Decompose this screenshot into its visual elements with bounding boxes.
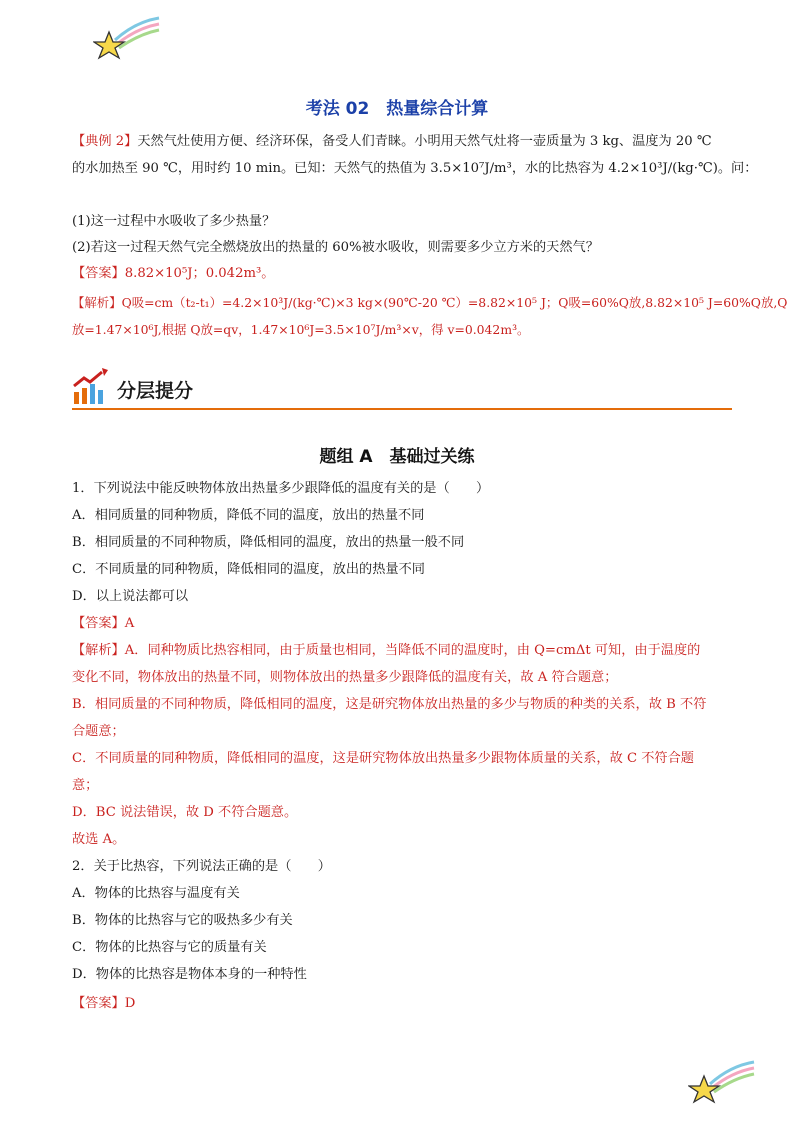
q1-analysis-4: 合题意； [72,724,125,739]
q2-option-a: A．物体的比热容与温度有关 [72,886,240,901]
q1-analysis-6: 意； [72,778,99,793]
shooting-star-icon [93,14,161,62]
example-tag: 【典例 2】 [72,134,138,149]
example-answer: 【答案】8.82×10⁵J；0.042m³。 [72,266,275,281]
banner-title: 分层提分 [117,380,194,402]
example-analysis-1: 【解析】Q吸=cm（t₂-t₁）=4.2×10³J/(kg·℃)×3 kg×(90℃-20 ℃）=8.82×10⁵ J；Q吸=60%Q放,8.82×10⁵ J=60%Q放,Q [72,295,788,310]
section-title-method: 考法 02 热量综合计算 [305,99,489,119]
example-analysis-2: 放=1.47×10⁶J,根据 Q放=qv，1.47×10⁶J=3.5×10⁷J/m³×v，得 v=0.042m³。 [72,322,530,337]
q1-option-c: C．不同质量的同种物质，降低相同的温度，放出的热量不同 [72,562,425,577]
q2-option-b: B．物体的比热容与它的吸热多少有关 [72,913,293,928]
example-line-1: 【典例 2】天然气灶使用方便、经济环保，备受人们青睐。小明用天然气灶将一壶质量为 3 kg、温度为 20 ℃ [72,134,712,149]
q1-analysis-5: C．不同质量的同种物质，降低相同的温度，这是研究物体放出热量多少跟物体质量的关系，故 C 不符合题 [72,751,694,766]
chart-growth-icon [72,368,110,406]
q2-answer: 【答案】D [72,996,136,1011]
example-line-2: 的水加热至 90 ℃，用时约 10 min。已知：天然气的热值为 3.5×10⁷J/m³，水的比热容为 4.2×10³J/(kg·℃)。问： [72,161,758,176]
q1-stem: 1．下列说法中能反映物体放出热量多少跟降低的温度有关的是（ ） [72,481,490,496]
q1-option-a: A．相同质量的同种物质，降低不同的温度，放出的热量不同 [72,508,425,523]
banner-divider [72,408,732,410]
section-banner [72,368,732,412]
q1-analysis-7: D．BC 说法错误，故 D 不符合题意。 [72,805,298,820]
example-question-2: (2)若这一过程天然气完全燃烧放出的热量的 60%被水吸收，则需要多少立方米的天然气？ [72,240,599,255]
example-question-1: (1)这一过程中水吸收了多少热量？ [72,214,276,229]
q1-analysis-1: 【解析】A．同种物质比热容相同，由于质量也相同，当降低不同的温度时，由 Q=cmΔt 可知，由于温度的 [72,643,701,658]
q2-option-c: C．物体的比热容与它的质量有关 [72,940,267,955]
q1-analysis-8: 故选 A。 [72,832,126,847]
q1-option-b: B．相同质量的不同种物质，降低相同的温度，放出的热量一般不同 [72,535,465,550]
section-title-group-a: 题组 A 基础过关练 [319,447,475,467]
q2-stem: 2．关于比热容，下列说法正确的是（ ） [72,859,331,874]
q1-answer: 【答案】A [72,616,135,631]
shooting-star-icon [688,1058,756,1106]
q2-option-d: D．物体的比热容是物体本身的一种特性 [72,967,307,982]
q1-analysis-3: B．相同质量的不同种物质，降低相同的温度，这是研究物体放出热量的多少与物质的种类的关系，故 B 不符 [72,697,707,712]
q1-analysis-2: 变化不同，物体放出的热量不同，则物体放出的热量多少跟降低的温度有关，故 A 符合题意； [72,670,618,685]
q1-option-d: D．以上说法都可以 [72,589,189,604]
